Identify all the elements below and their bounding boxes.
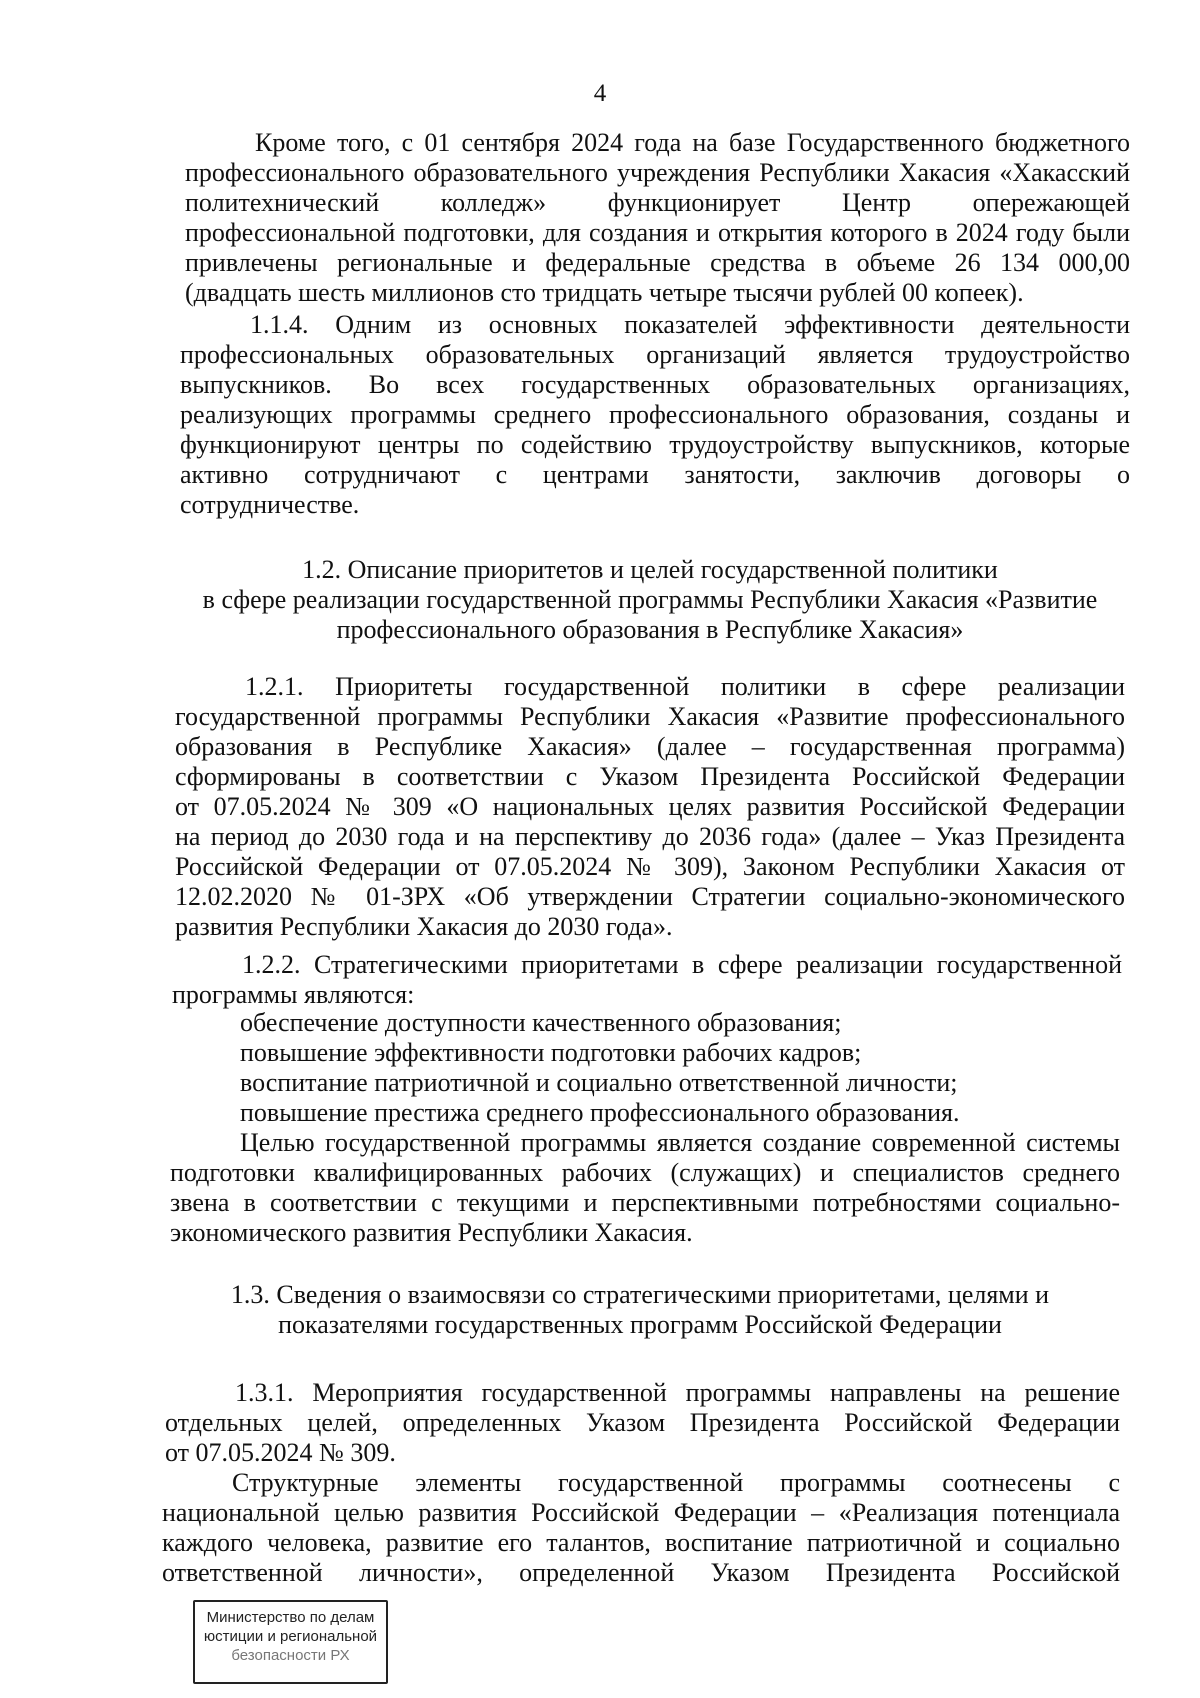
text-line: национальной целью развития Российской Федерации – «Реализация потенциала [162,1498,1120,1527]
text-line: привлечены региональные и федеральные средства в объеме 26 134 000,00 [185,248,1130,277]
paragraph-1-3-1 [165,1378,1120,1468]
text-line: обеспечение доступности качественного образования; [240,1008,842,1037]
heading-1-2 [180,555,1120,645]
text-line: выпускников. Во всех государственных образовательных организациях, [180,370,1130,399]
text-line: политехнический колледж» функционирует Центр опережающей [185,188,1130,217]
text-line: 12.02.2020 № 01-ЗРХ «Об утверждении Стратегии социально-экономического [175,882,1125,911]
text-line: повышение эффективности подготовки рабочих кадров; [240,1038,862,1067]
heading-1-3 [170,1280,1110,1340]
registration-stamp [193,1600,388,1684]
text-line: Российской Федерации от 07.05.2024 № 309), Законом Республики Хакасия от [175,852,1125,881]
text-line: функционируют центры по содействию трудоустройству выпускников, которые [180,430,1130,459]
text-line: экономического развития Республики Хакасия. [170,1218,693,1247]
paragraph-1-2-1 [175,672,1125,942]
stamp-line-2: юстиции и региональной [203,1628,378,1645]
text-line: Структурные элементы государственной программы соотнесены с [232,1468,1120,1497]
page-number: 4 [593,80,607,107]
stamp-line-3: безопасности РХ [231,1647,350,1664]
text-line: от 07.05.2024 № 309. [165,1438,396,1467]
text-line: программы являются: [172,980,415,1009]
text-line: образования в Республике Хакасия» (далее – государственная программа) [175,732,1125,761]
text-line: профессиональной подготовки, для создания и открытия которого в 2024 году были [185,218,1130,247]
text-line: государственной программы Республики Хакасия «Развитие профессионального [175,702,1125,731]
text-line: реализующих программы среднего профессионального образования, созданы и [180,400,1130,429]
text-line: отдельных целей, определенных Указом Президента Российской Федерации [165,1408,1120,1437]
text-line: воспитание патриотичной и социально ответственной личности; [240,1068,958,1097]
text-line: звена в соответствии с текущими и перспективными потребностями социально- [170,1188,1120,1217]
text-line: от 07.05.2024 № 309 «О национальных целях развития Российской Федерации [175,792,1125,821]
text-line: 1.2.1. Приоритеты государственной политики в сфере реализации [245,672,1125,701]
text-line: показателями государственных программ Российской Федерации [278,1310,1002,1339]
text-line: Целью государственной программы является создание современной системы [240,1128,1120,1157]
text-line: сформированы в соответствии с Указом Президента Российской Федерации [175,762,1125,791]
paragraph-1-2-2 [172,950,1122,1010]
text-line: каждого человека, развитие его талантов, воспитание патриотичной и социально [162,1528,1120,1557]
text-line: на период до 2030 года и на перспективу до 2036 года» (далее – Указ Президента [175,822,1125,851]
text-line: развития Республики Хакасия до 2030 года». [175,912,673,941]
text-line: (двадцать шесть миллионов сто тридцать четыре тысячи рублей 00 копеек). [185,278,1024,307]
text-line: активно сотрудничают с центрами занятости, заключив договоры о [180,460,1130,489]
text-line: ответственной личности», определенной Указом Президента Российской [162,1558,1120,1587]
text-line: 1.3. Сведения о взаимосвязи со стратегическими приоритетами, целями и [230,1280,1050,1309]
text-line: профессиональных образовательных организаций является трудоустройство [180,340,1130,369]
paragraph-1 [185,128,1130,308]
text-line: Кроме того, с 01 сентября 2024 года на базе Государственного бюджетного [255,128,1130,157]
text-line: подготовки квалифицированных рабочих (служащих) и специалистов среднего [170,1158,1120,1187]
text-line: повышение престижа среднего профессионального образования. [240,1098,960,1127]
stamp-line-1: Министерство по делам [206,1609,375,1626]
text-line: в сфере реализации государственной программы Республики Хакасия «Развитие [202,585,1098,614]
priorities-list [240,1008,1120,1128]
text-line: 1.3.1. Мероприятия государственной программы направлены на решение [235,1378,1120,1407]
paragraph-structural-elements [162,1468,1120,1588]
text-line: профессионального образования в Республике Хакасия» [336,615,964,644]
paragraph-1-1-4 [180,310,1130,520]
text-line: 1.2. Описание приоритетов и целей государственной политики [302,555,998,584]
text-line: сотрудничестве. [180,490,360,519]
text-line: 1.2.2. Стратегическими приоритетами в сфере реализации государственной [242,950,1122,979]
text-line: профессионального образовательного учреждения Республики Хакасия «Хакасский [185,158,1130,187]
paragraph-goal [170,1128,1120,1248]
text-line: 1.1.4. Одним из основных показателей эффективности деятельности [250,310,1130,339]
